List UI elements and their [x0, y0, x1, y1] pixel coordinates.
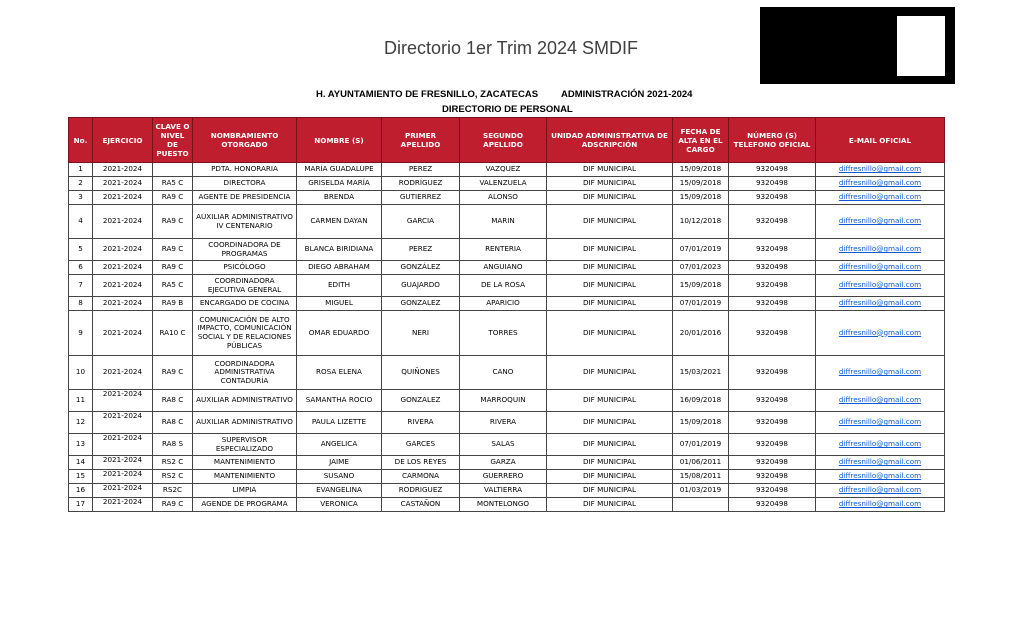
row-nombre: VERONICA	[297, 498, 382, 512]
row-ejercicio: 2021-2024	[93, 191, 153, 205]
row-segundo-apellido: MARIN	[460, 205, 547, 239]
row-nombre: EDITH	[297, 275, 382, 297]
row-email[interactable]: diffresnillo@gmail.com	[816, 434, 945, 456]
row-email[interactable]: diffresnillo@gmail.com	[816, 163, 945, 177]
row-no: 10	[69, 356, 93, 390]
row-segundo-apellido: VALTIERRA	[460, 484, 547, 498]
row-primer-apellido: CASTAÑON	[382, 498, 460, 512]
row-segundo-apellido: GARZA	[460, 456, 547, 470]
row-clave: RA9 C	[153, 356, 193, 390]
row-segundo-apellido: GUERRERO	[460, 470, 547, 484]
personnel-table	[68, 117, 945, 512]
row-nombre: EVANGELINA	[297, 484, 382, 498]
row-telefono: 9320498	[729, 390, 816, 412]
table-row	[69, 311, 945, 356]
row-segundo-apellido: ALONSO	[460, 191, 547, 205]
row-no: 7	[69, 275, 93, 297]
col-header-email: E-MAIL OFICIAL	[816, 118, 945, 163]
table-row	[69, 434, 945, 456]
row-ejercicio: 2021-2024	[93, 456, 153, 470]
row-telefono: 9320498	[729, 239, 816, 261]
row-no: 4	[69, 205, 93, 239]
row-unidad: DIF MUNICIPAL	[547, 297, 673, 311]
row-nombre: MIGUEL	[297, 297, 382, 311]
row-unidad: DIF MUNICIPAL	[547, 456, 673, 470]
row-fecha: 15/08/2011	[673, 470, 729, 484]
row-ejercicio: 2021-2024	[93, 239, 153, 261]
row-segundo-apellido: VAZQUEZ	[460, 163, 547, 177]
row-fecha: 07/01/2019	[673, 239, 729, 261]
row-nombre: SUSANO	[297, 470, 382, 484]
row-email[interactable]: diffresnillo@gmail.com	[816, 275, 945, 297]
row-unidad: DIF MUNICIPAL	[547, 356, 673, 390]
table-row	[69, 356, 945, 390]
col-header-clave: CLAVE O NIVEL DE PUESTO	[153, 118, 193, 163]
row-email[interactable]: diffresnillo@gmail.com	[816, 205, 945, 239]
row-fecha: 15/09/2018	[673, 275, 729, 297]
table-row	[69, 470, 945, 484]
row-nombre: BLANCA BIRIDIANA	[297, 239, 382, 261]
table-row	[69, 484, 945, 498]
row-email[interactable]: diffresnillo@gmail.com	[816, 297, 945, 311]
row-unidad: DIF MUNICIPAL	[547, 390, 673, 412]
row-primer-apellido: RODRIGUEZ	[382, 484, 460, 498]
row-clave	[153, 163, 193, 177]
row-nombramiento: MANTENIMIENTO	[193, 456, 297, 470]
row-primer-apellido: RIVERA	[382, 412, 460, 434]
row-no: 12	[69, 412, 93, 434]
row-primer-apellido: GUTIERREZ	[382, 191, 460, 205]
row-nombramiento: LIMPIA	[193, 484, 297, 498]
row-email[interactable]: diffresnillo@gmail.com	[816, 177, 945, 191]
organization-name: H. AYUNTAMIENTO DE FRESNILLO, ZACATECAS	[316, 89, 539, 100]
row-unidad: DIF MUNICIPAL	[547, 261, 673, 275]
row-ejercicio: 2021-2024	[93, 498, 153, 512]
administration-period: ADMINISTRACIÓN 2021-2024	[561, 89, 693, 100]
row-clave: RA9 B	[153, 297, 193, 311]
row-email[interactable]: diffresnillo@gmail.com	[816, 390, 945, 412]
row-nombramiento: AGENTE DE PRESIDENCIA	[193, 191, 297, 205]
row-telefono: 9320498	[729, 356, 816, 390]
col-header-nombramiento: NOMBRAMIENTO OTORGADO	[193, 118, 297, 163]
row-telefono: 9320498	[729, 163, 816, 177]
row-primer-apellido: GARCIA	[382, 205, 460, 239]
row-unidad: DIF MUNICIPAL	[547, 163, 673, 177]
col-header-nombre: NOMBRE (S)	[297, 118, 382, 163]
row-primer-apellido: GARCES	[382, 434, 460, 456]
row-fecha: 16/09/2018	[673, 390, 729, 412]
row-clave: RA9 C	[153, 205, 193, 239]
row-telefono: 9320498	[729, 434, 816, 456]
col-header-segundo-apellido: SEGUNDO APELLIDO	[460, 118, 547, 163]
row-clave: RS2 C	[153, 470, 193, 484]
row-segundo-apellido: DE LA ROSA	[460, 275, 547, 297]
row-no: 6	[69, 261, 93, 275]
row-no: 14	[69, 456, 93, 470]
row-no: 16	[69, 484, 93, 498]
table-row	[69, 261, 945, 275]
row-telefono: 9320498	[729, 177, 816, 191]
row-email[interactable]: diffresnillo@gmail.com	[816, 484, 945, 498]
row-nombramiento: PDTA. HONORARIA	[193, 163, 297, 177]
row-email[interactable]: diffresnillo@gmail.com	[816, 311, 945, 356]
row-segundo-apellido: VALENZUELA	[460, 177, 547, 191]
row-ejercicio: 2021-2024	[93, 205, 153, 239]
row-nombramiento: COORDINADORA DE PROGRAMAS	[193, 239, 297, 261]
table-row	[69, 498, 945, 512]
row-nombramiento: AUXILIAR ADMINISTRATIVO	[193, 412, 297, 434]
col-header-primer-apellido: PRIMER APELLIDO	[382, 118, 460, 163]
row-telefono: 9320498	[729, 261, 816, 275]
col-header-no: No.	[69, 118, 93, 163]
row-telefono: 9320498	[729, 412, 816, 434]
table-row	[69, 177, 945, 191]
row-unidad: DIF MUNICIPAL	[547, 470, 673, 484]
row-ejercicio: 2021-2024	[93, 434, 153, 456]
row-telefono: 9320498	[729, 484, 816, 498]
row-nombre: MARÍA GUADALUPE	[297, 163, 382, 177]
row-ejercicio: 2021-2024	[93, 412, 153, 434]
row-clave: RS2 C	[153, 456, 193, 470]
row-no: 13	[69, 434, 93, 456]
row-unidad: DIF MUNICIPAL	[547, 311, 673, 356]
row-fecha: 20/01/2016	[673, 311, 729, 356]
row-clave: RA9 C	[153, 239, 193, 261]
table-row	[69, 275, 945, 297]
row-primer-apellido: DE LOS REYES	[382, 456, 460, 470]
row-fecha: 01/06/2011	[673, 456, 729, 470]
row-nombre: BRENDA	[297, 191, 382, 205]
row-email[interactable]: diffresnillo@gmail.com	[816, 356, 945, 390]
row-no: 11	[69, 390, 93, 412]
row-ejercicio: 2021-2024	[93, 470, 153, 484]
table-row	[69, 456, 945, 470]
row-email[interactable]: diffresnillo@gmail.com	[816, 470, 945, 484]
row-no: 9	[69, 311, 93, 356]
row-nombre: SAMANTHA ROCIO	[297, 390, 382, 412]
row-nombramiento: ENCARGADO DE COCINA	[193, 297, 297, 311]
row-primer-apellido: GUAJARDO	[382, 275, 460, 297]
row-email[interactable]: diffresnillo@gmail.com	[816, 456, 945, 470]
row-fecha: 07/01/2019	[673, 434, 729, 456]
row-telefono: 9320498	[729, 297, 816, 311]
row-telefono: 9320498	[729, 275, 816, 297]
row-primer-apellido: QUIÑONES	[382, 356, 460, 390]
table-row	[69, 412, 945, 434]
row-segundo-apellido: ANGUIANO	[460, 261, 547, 275]
row-unidad: DIF MUNICIPAL	[547, 412, 673, 434]
row-nombre: CARMEN DAYAN	[297, 205, 382, 239]
row-nombramiento: COORDINADORA ADMINISTRATIVA CONTADURÍA	[193, 356, 297, 390]
row-clave: RA8 S	[153, 434, 193, 456]
row-telefono: 9320498	[729, 498, 816, 512]
row-primer-apellido: GONZÁLEZ	[382, 261, 460, 275]
row-primer-apellido: PEREZ	[382, 239, 460, 261]
row-nombramiento: AGENDE DE PROGRAMA	[193, 498, 297, 512]
row-no: 17	[69, 498, 93, 512]
col-header-fecha: FECHA DE ALTA EN EL CARGO	[673, 118, 729, 163]
table-row	[69, 163, 945, 177]
row-email[interactable]: diffresnillo@gmail.com	[816, 191, 945, 205]
col-header-telefono: NÚMERO (S) TELEFONO OFICIAL	[729, 118, 816, 163]
row-no: 15	[69, 470, 93, 484]
row-no: 8	[69, 297, 93, 311]
row-nombramiento: SUPERVISOR ESPECIALIZADO	[193, 434, 297, 456]
row-nombramiento: DIRECTORA	[193, 177, 297, 191]
row-fecha: 01/03/2019	[673, 484, 729, 498]
row-fecha: 07/01/2019	[673, 297, 729, 311]
row-nombre: PAULA LIZETTE	[297, 412, 382, 434]
col-header-unidad: UNIDAD ADMINISTRATIVA DE ADSCRIPCIÓN	[547, 118, 673, 163]
row-clave: RA5 C	[153, 275, 193, 297]
row-telefono: 9320498	[729, 205, 816, 239]
row-ejercicio: 2021-2024	[93, 261, 153, 275]
row-clave: RA9 C	[153, 191, 193, 205]
row-segundo-apellido: MONTELONGO	[460, 498, 547, 512]
row-segundo-apellido: RENTERIA	[460, 239, 547, 261]
row-unidad: DIF MUNICIPAL	[547, 498, 673, 512]
table-row	[69, 205, 945, 239]
document-title: Directorio 1er Trim 2024 SMDIF	[383, 38, 639, 58]
row-fecha: 10/12/2018	[673, 205, 729, 239]
row-ejercicio: 2021-2024	[93, 163, 153, 177]
row-fecha	[673, 498, 729, 512]
row-nombramiento: COMUNICACIÓN DE ALTO IMPACTO, COMUNICACIÓN SOCIAL Y DE RELACIONES PÚBLICAS	[193, 311, 297, 356]
row-primer-apellido: GONZALEZ	[382, 297, 460, 311]
row-email[interactable]: diffresnillo@gmail.com	[816, 261, 945, 275]
row-segundo-apellido: CANO	[460, 356, 547, 390]
row-unidad: DIF MUNICIPAL	[547, 434, 673, 456]
row-nombramiento: AUXILIAR ADMINISTRATIVO	[193, 390, 297, 412]
row-nombre: ROSA ELENA	[297, 356, 382, 390]
row-segundo-apellido: SALAS	[460, 434, 547, 456]
row-ejercicio: 2021-2024	[93, 390, 153, 412]
row-ejercicio: 2021-2024	[93, 275, 153, 297]
row-no: 1	[69, 163, 93, 177]
row-nombre: OMAR EDUARDO	[297, 311, 382, 356]
row-fecha: 15/09/2018	[673, 177, 729, 191]
row-unidad: DIF MUNICIPAL	[547, 275, 673, 297]
row-ejercicio: 2021-2024	[93, 297, 153, 311]
row-no: 5	[69, 239, 93, 261]
row-primer-apellido: RODRÍGUEZ	[382, 177, 460, 191]
row-unidad: DIF MUNICIPAL	[547, 205, 673, 239]
row-no: 3	[69, 191, 93, 205]
row-telefono: 9320498	[729, 191, 816, 205]
row-segundo-apellido: TORRES	[460, 311, 547, 356]
row-clave: RS2C	[153, 484, 193, 498]
table-row	[69, 297, 945, 311]
table-row	[69, 390, 945, 412]
row-ejercicio: 2021-2024	[93, 484, 153, 498]
row-fecha: 15/09/2018	[673, 412, 729, 434]
row-unidad: DIF MUNICIPAL	[547, 177, 673, 191]
row-clave: RA5 C	[153, 177, 193, 191]
row-nombre: DIEGO ABRAHAM	[297, 261, 382, 275]
row-nombramiento: COORDINADORA EJECUTIVA GENERAL	[193, 275, 297, 297]
row-ejercicio: 2021-2024	[93, 177, 153, 191]
row-unidad: DIF MUNICIPAL	[547, 239, 673, 261]
row-nombramiento: PSICÓLOGO	[193, 261, 297, 275]
row-unidad: DIF MUNICIPAL	[547, 191, 673, 205]
row-nombre: JAIME	[297, 456, 382, 470]
row-email[interactable]: diffresnillo@gmail.com	[816, 239, 945, 261]
table-row	[69, 191, 945, 205]
row-email[interactable]: diffresnillo@gmail.com	[816, 412, 945, 434]
row-unidad: DIF MUNICIPAL	[547, 484, 673, 498]
row-fecha: 15/09/2018	[673, 163, 729, 177]
row-segundo-apellido: APARICIO	[460, 297, 547, 311]
table-row	[69, 239, 945, 261]
row-telefono: 9320498	[729, 456, 816, 470]
directory-title: DIRECTORIO DE PERSONAL	[442, 104, 573, 115]
row-ejercicio: 2021-2024	[93, 356, 153, 390]
row-clave: RA10 C	[153, 311, 193, 356]
row-fecha: 07/01/2023	[673, 261, 729, 275]
row-primer-apellido: PEREZ	[382, 163, 460, 177]
row-segundo-apellido: MARROQUIN	[460, 390, 547, 412]
col-header-ejercicio: EJERCICIO	[93, 118, 153, 163]
row-fecha: 15/03/2021	[673, 356, 729, 390]
row-clave: RA8 C	[153, 390, 193, 412]
row-clave: RA9 C	[153, 498, 193, 512]
row-nombre: GRISELDA MARÍA	[297, 177, 382, 191]
row-primer-apellido: CARMONA	[382, 470, 460, 484]
row-fecha: 15/09/2018	[673, 191, 729, 205]
row-telefono: 9320498	[729, 311, 816, 356]
row-telefono: 9320498	[729, 470, 816, 484]
row-segundo-apellido: RIVERA	[460, 412, 547, 434]
row-nombramiento: MANTENIMIENTO	[193, 470, 297, 484]
row-no: 2	[69, 177, 93, 191]
row-nombramiento: AUXILIAR ADMINISTRATIVO IV CENTENARIO	[193, 205, 297, 239]
row-nombre: ANGELICA	[297, 434, 382, 456]
table-header-row	[69, 118, 945, 163]
row-email[interactable]: diffresnillo@gmail.com	[816, 498, 945, 512]
row-clave: RA8 C	[153, 412, 193, 434]
row-clave: RA9 C	[153, 261, 193, 275]
row-primer-apellido: GONZALEZ	[382, 390, 460, 412]
row-ejercicio: 2021-2024	[93, 311, 153, 356]
row-primer-apellido: NERI	[382, 311, 460, 356]
